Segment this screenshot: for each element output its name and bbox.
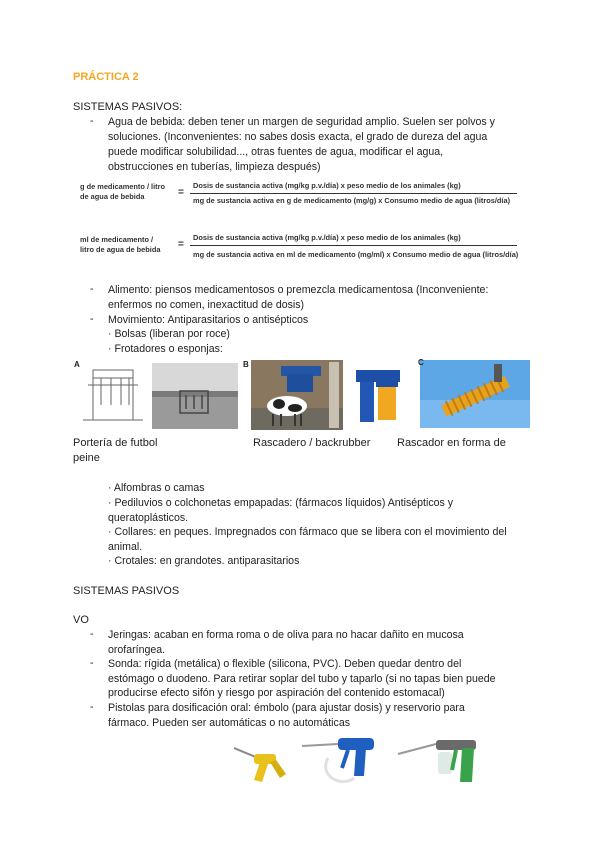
formula-1-equals: = <box>178 187 184 198</box>
formula-2-lhs-1: ml de medicamento / <box>80 235 154 244</box>
water-line-2: soluciones. (Inconvenientes: no sabes dosis exacta, el grado de dureza del agua <box>108 131 488 143</box>
bullet-dash: - <box>90 657 94 669</box>
bullet-dash: - <box>90 283 94 295</box>
figure-label-b: B <box>243 360 249 369</box>
bullet-dash: - <box>90 115 94 127</box>
food-line-2: enfermos no comen, inexactitud de dosis) <box>108 299 305 311</box>
page-title: PRÁCTICA 2 <box>73 71 139 83</box>
vo-item-line: producirse efecto sifón y riesgo por aspiración del contenido estomacal) <box>108 687 445 699</box>
formula-2-denominator: mg de sustancia activa en ml de medicamento (mg/ml) x Consumo medio de agua (litros/día) <box>193 250 519 259</box>
vo-item-line: Jeringas: acaban en forma roma o de oliva para no hacar dañito en mucosa <box>108 629 464 641</box>
movement-sub-1: · Bolsas (liberan por roce) <box>108 328 230 340</box>
caption-brush: Rascador en forma de <box>397 437 506 449</box>
formula-2-fraction-bar <box>190 245 517 246</box>
more-item: animal. <box>108 541 143 553</box>
vo-item-line: orofaríngea. <box>108 644 166 656</box>
formula-1-lhs-2: de agua de bebida <box>80 192 145 201</box>
yellow-dosing-gun-photo <box>230 738 295 788</box>
formula-1-denominator: mg de sustancia activa en g de medicamento (mg/g) x Consumo medio de agua (litros/día) <box>193 196 511 205</box>
blue-dosing-gun-photo <box>298 736 383 790</box>
more-item: · Pediluvios o colchonetas empapadas: (fármacos líquidos) Antisépticos y <box>108 497 454 509</box>
more-item: · Crotales: en grandotes. antiparasitarios <box>108 555 300 567</box>
vo-item-line: Pistolas para dosificación oral: émbolo (para ajustar dosis) y reservorio para <box>108 702 465 714</box>
vo-heading: VO <box>73 614 89 626</box>
water-line-1: Agua de bebida: deben tener un margen de seguridad amplio. Suelen ser polvos y <box>108 116 495 128</box>
section-heading-2: SISTEMAS PASIVOS <box>73 585 180 597</box>
caption-comb: peine <box>73 452 100 464</box>
caption-backrubber: Rascadero / backrubber <box>253 437 371 449</box>
food-line-1: Alimento: piensos medicamentosos o premezcla medicamentosa (Inconveniente: <box>108 284 489 296</box>
movement-sub-2: · Frotadores o esponjas: <box>108 343 223 355</box>
more-item: · Collares: en peques. Impregnados con fármaco que se libera con el movimiento del <box>108 526 507 538</box>
caption-goal: Portería de futbol <box>73 437 158 449</box>
bullet-dash: - <box>90 313 94 325</box>
formula-2-lhs-2: litro de agua de bebida <box>80 245 161 254</box>
vo-item-line: fármaco. Pueden ser automáticas o no automáticas <box>108 717 351 729</box>
figure-label-c: C <box>418 358 424 367</box>
formula-1-numerator: Dosis de sustancia activa (mg/kg p.v./día) x peso medio de los animales (kg) <box>193 181 461 190</box>
pasture-goal-photo <box>152 363 238 429</box>
green-dosing-gun-photo <box>396 736 491 790</box>
section-heading-1: SISTEMAS PASIVOS: <box>73 101 183 113</box>
vo-item-line: estómago o duodeno. Para retirar soplar del tubo y taparlo (si no tapas bien puede <box>108 673 496 685</box>
movement-line: Movimiento: Antiparasitarios o antisépticos <box>108 314 309 326</box>
figure-label-a: A <box>74 360 80 369</box>
formula-2-equals: = <box>178 239 184 250</box>
bullet-dash: - <box>90 628 94 640</box>
cow-backrubber-photo <box>251 360 343 430</box>
goal-frame-drawing <box>73 360 146 430</box>
bullet-dash: - <box>90 701 94 713</box>
formula-1-lhs-1: g de medicamento / litro <box>80 182 166 191</box>
more-item: · Alfombras o camas <box>108 482 205 494</box>
vo-item-line: Sonda: rígida (metálica) o flexible (silicona, PVC). Deben quedar dentro del <box>108 658 462 670</box>
spiral-brush-photo <box>420 360 530 428</box>
water-line-4: obstrucciones en tuberías, limpieza después) <box>108 161 321 173</box>
formula-1-fraction-bar <box>190 193 517 194</box>
more-item: queratoplásticos. <box>108 512 189 524</box>
blue-brush-photo <box>350 362 414 428</box>
formula-2-numerator: Dosis de sustancia activa (mg/kg p.v./día) x peso medio de los animales (kg) <box>193 233 461 242</box>
water-line-3: puede modificar solubilidad..., otras fuentes de agua, modificar el agua, <box>108 146 444 158</box>
